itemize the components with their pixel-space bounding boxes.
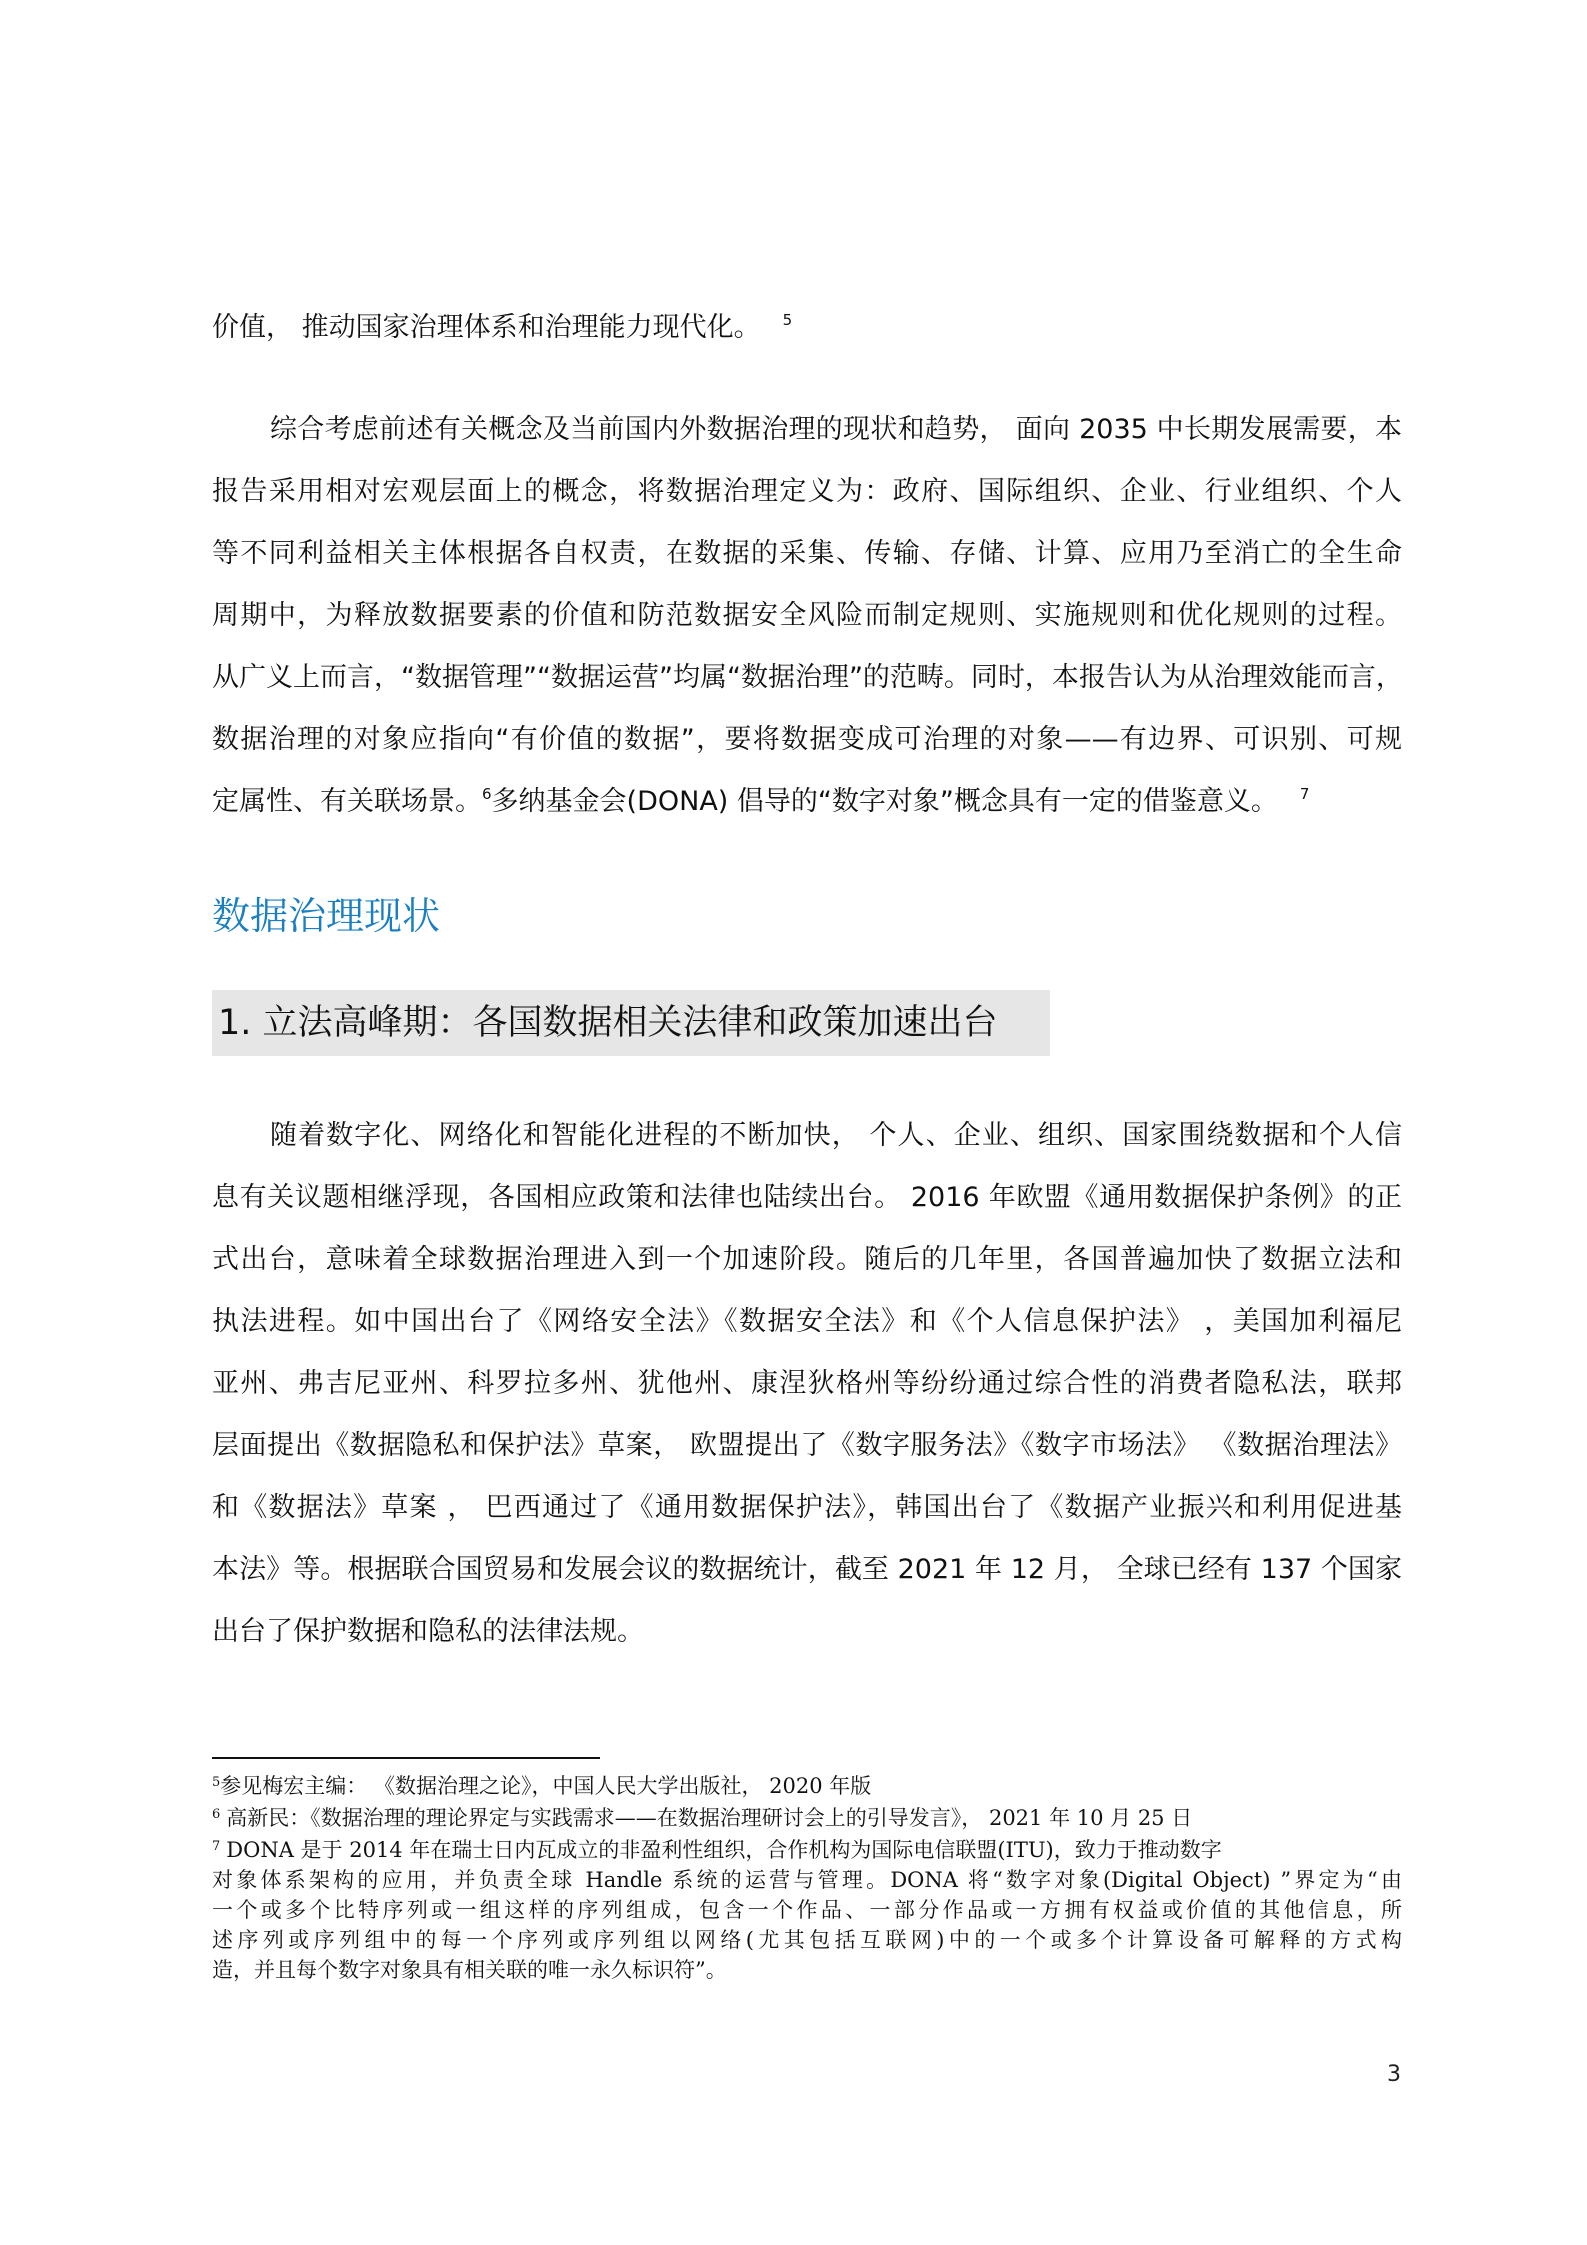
footnote-number: 7 xyxy=(212,1839,221,1854)
text-line: 从广义上而言，“数据管理”“数据运营”均属“数据治理”的范畴。同时，本报告认为从治理效能而言， xyxy=(212,662,1403,693)
text-line xyxy=(212,308,792,348)
text-line xyxy=(212,782,1309,822)
text-run: 定属性、有关联场景。 xyxy=(212,786,482,817)
footnote-ref-6: 6 xyxy=(482,785,492,803)
text-line: 层面提出《数据隐私和保护法》草案， 欧盟提出了《数字服务法》《数字市场法》 《数据治理法》 xyxy=(212,1430,1402,1461)
footnote-7-line: 一个或多个比特序列或一组这样的序列组成，包含一个作品、一部分作品或一方拥有权益或价值的其他信息，所 xyxy=(212,1898,1402,1922)
footnote-number: 6 xyxy=(212,1807,221,1822)
text-line: 亚州、弗吉尼亚州、科罗拉多州、犹他州、康涅狄格州等纷纷通过综合性的消费者隐私法，联邦 xyxy=(212,1368,1402,1399)
subsection-heading xyxy=(212,990,1050,1056)
footnote-6 xyxy=(212,1803,1192,1833)
page-number: 3 xyxy=(1387,2062,1401,2087)
footnote-7-line: 造，并且每个数字对象具有相关联的唯一永久标识符”。 xyxy=(212,1958,727,1982)
footnote-ref-5: 5 xyxy=(782,311,793,329)
text-line: 式出台，意味着全球数据治理进入到一个加速阶段。随后的几年里，各国普遍加快了数据立法和 xyxy=(212,1244,1402,1275)
subsection-heading-text: 1. 立法高峰期：各国数据相关法律和政策加速出台 xyxy=(218,1003,998,1043)
footnote-text: 高新民：《数据治理的理论界定与实践需求——在数据治理研讨会上的引导发言》， 2021 年 10 月 25 日 xyxy=(226,1806,1193,1830)
footnote-7 xyxy=(212,1835,1222,1865)
text-line: 等不同利益相关主体根据各自权责，在数据的采集、传输、存储、计算、应用乃至消亡的全生命 xyxy=(212,538,1402,569)
text-line: 和《数据法》草案 ， 巴西通过了《通用数据保护法》，韩国出台了《数据产业振兴和利用促进基 xyxy=(212,1492,1402,1523)
footnote-7-line: 述序列或序列组中的每一个序列或序列组以网络(尤其包括互联网)中的一个或多个计算设备可解释的方式构 xyxy=(212,1928,1402,1952)
footnote-number: 5 xyxy=(212,1775,221,1790)
text-line: 本法》等。根据联合国贸易和发展会议的数据统计，截至 2021 年 12 月， 全球已经有 137 个国家 xyxy=(212,1554,1402,1585)
footnote-ref-7: 7 xyxy=(1299,785,1310,803)
footnote-5 xyxy=(212,1771,871,1801)
text-line: 数据治理的对象应指向“有价值的数据”，要将数据变成可治理的对象——有边界、可识别、可规 xyxy=(212,724,1402,755)
footnote-text: 参见梅宏主编： 《数据治理之论》，中国人民大学出版社， 2020 年版 xyxy=(220,1774,872,1798)
text-line: 周期中，为释放数据要素的价值和防范数据安全风险而制定规则、实施规则和优化规则的过程。 xyxy=(212,600,1402,631)
text-line: 执法进程。如中国出台了《网络安全法》《数据安全法》和《个人信息保护法》 ，美国加利福尼 xyxy=(212,1306,1402,1337)
footnote-separator xyxy=(212,1757,600,1759)
text-line: 报告采用相对宏观层面上的概念，将数据治理定义为：政府、国际组织、企业、行业组织、个人 xyxy=(212,476,1402,507)
text-line: 息有关议题相继浮现，各国相应政策和法律也陆续出台。 2016 年欧盟《通用数据保护条例》的正 xyxy=(212,1182,1402,1213)
text-line: 综合考虑前述有关概念及当前国内外数据治理的现状和趋势， 面向 2035 中长期发展需要，本 xyxy=(270,414,1402,445)
text-line: 随着数字化、网络化和智能化进程的不断加快， 个人、企业、组织、国家围绕数据和个人信 xyxy=(270,1120,1402,1151)
section-heading: 数据治理现状 xyxy=(212,894,441,938)
footnote-7-line: 对象体系架构的应用，并负责全球 Handle 系统的运营与管理。DONA 将“数字对象(Digital Object) ”界定为“由 xyxy=(212,1868,1402,1892)
text-line: 出台了保护数据和隐私的法律法规。 xyxy=(212,1616,644,1647)
text-run: 价值， 推动国家治理体系和治理能力现代化。 xyxy=(212,312,761,343)
footnote-text: DONA 是于 2014 年在瑞士日内瓦成立的非盈利性组织，合作机构为国际电信联盟(ITU)，致力于推动数字 xyxy=(226,1838,1222,1862)
text-run: 多纳基金会(DONA) 倡导的“数字对象”概念具有一定的借鉴意义。 xyxy=(491,786,1278,817)
